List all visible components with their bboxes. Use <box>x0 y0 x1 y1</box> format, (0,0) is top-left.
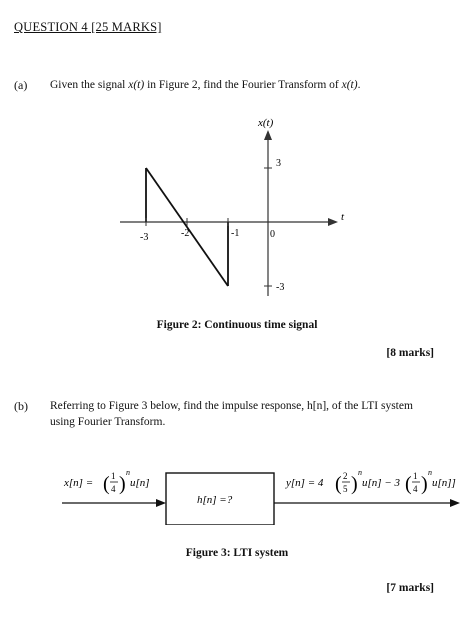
figure-2-plot <box>0 110 474 310</box>
part-b-line1: Referring to Figure 3 below, find the impulse response, h[n], of the LTI system <box>50 400 413 412</box>
output-frac1-num: 2 <box>343 471 348 481</box>
output-equation-lhs: y[n] = 4 <box>286 477 324 489</box>
tick-label-x-0: 0 <box>270 229 275 240</box>
y-axis-label: x(t) <box>258 117 274 129</box>
x-axis-label: t <box>341 211 345 223</box>
part-a-marks: [8 marks] <box>386 347 434 359</box>
figure-2-caption: Figure 2: Continuous time signal <box>156 319 318 331</box>
part-a-text-before: Given the signal <box>50 79 129 91</box>
input-equation-lhs: x[n] = <box>64 477 94 489</box>
tick-label-x-minus2: -2 <box>181 228 190 239</box>
part-a-signal2: x(t) <box>341 79 358 91</box>
part-a-text-end: . <box>357 79 361 91</box>
y-axis-arrow-icon <box>264 130 272 140</box>
output-paren1-close: ) <box>351 473 358 495</box>
input-frac-num: 1 <box>111 471 116 481</box>
output-equation-mid: u[n] − 3 <box>362 477 400 489</box>
output-paren2-close: ) <box>421 473 428 495</box>
input-frac-den: 4 <box>111 484 116 494</box>
output-frac1-den: 5 <box>343 484 348 494</box>
figure-3-diagram <box>0 455 474 525</box>
output-exponent1: n <box>358 468 362 477</box>
output-equation-rhs: u[n]] <box>432 477 456 489</box>
output-frac2-den: 4 <box>413 484 418 494</box>
output-paren1-open: ( <box>335 473 342 495</box>
part-a-text-mid: in Figure 2, find the Fourier Transform of <box>144 79 342 91</box>
input-equation-rhs: u[n] <box>130 477 150 489</box>
part-b-question <box>50 398 460 430</box>
tick-label-y-minus3: -3 <box>276 282 285 293</box>
input-exponent: n <box>126 468 130 477</box>
tick-label-y-3: 3 <box>276 158 281 169</box>
part-a-question <box>50 77 360 93</box>
signal-ramp-segment <box>146 168 228 286</box>
part-a-signal: x(t) <box>128 79 145 91</box>
input-paren-close: ) <box>119 473 126 495</box>
input-paren-open: ( <box>103 473 110 495</box>
x-axis-arrow-icon <box>328 218 338 226</box>
system-box-label: h[n] =? <box>197 494 233 506</box>
part-b-label: (b) <box>14 399 28 413</box>
input-arrow-icon <box>156 499 166 507</box>
output-exponent2: n <box>428 468 432 477</box>
output-arrow-icon <box>450 499 460 507</box>
part-b-marks: [7 marks] <box>386 582 434 594</box>
question-heading: QUESTION 4 [25 MARKS] <box>14 20 162 34</box>
output-paren2-open: ( <box>405 473 412 495</box>
part-b-line2: using Fourier Transform. <box>50 416 166 428</box>
tick-label-x-minus1: -1 <box>231 228 240 239</box>
part-a-label: (a) <box>14 78 28 92</box>
tick-label-x-minus3: -3 <box>140 232 149 243</box>
figure-3-caption: Figure 3: LTI system <box>185 547 289 559</box>
output-frac2-num: 1 <box>413 471 418 481</box>
